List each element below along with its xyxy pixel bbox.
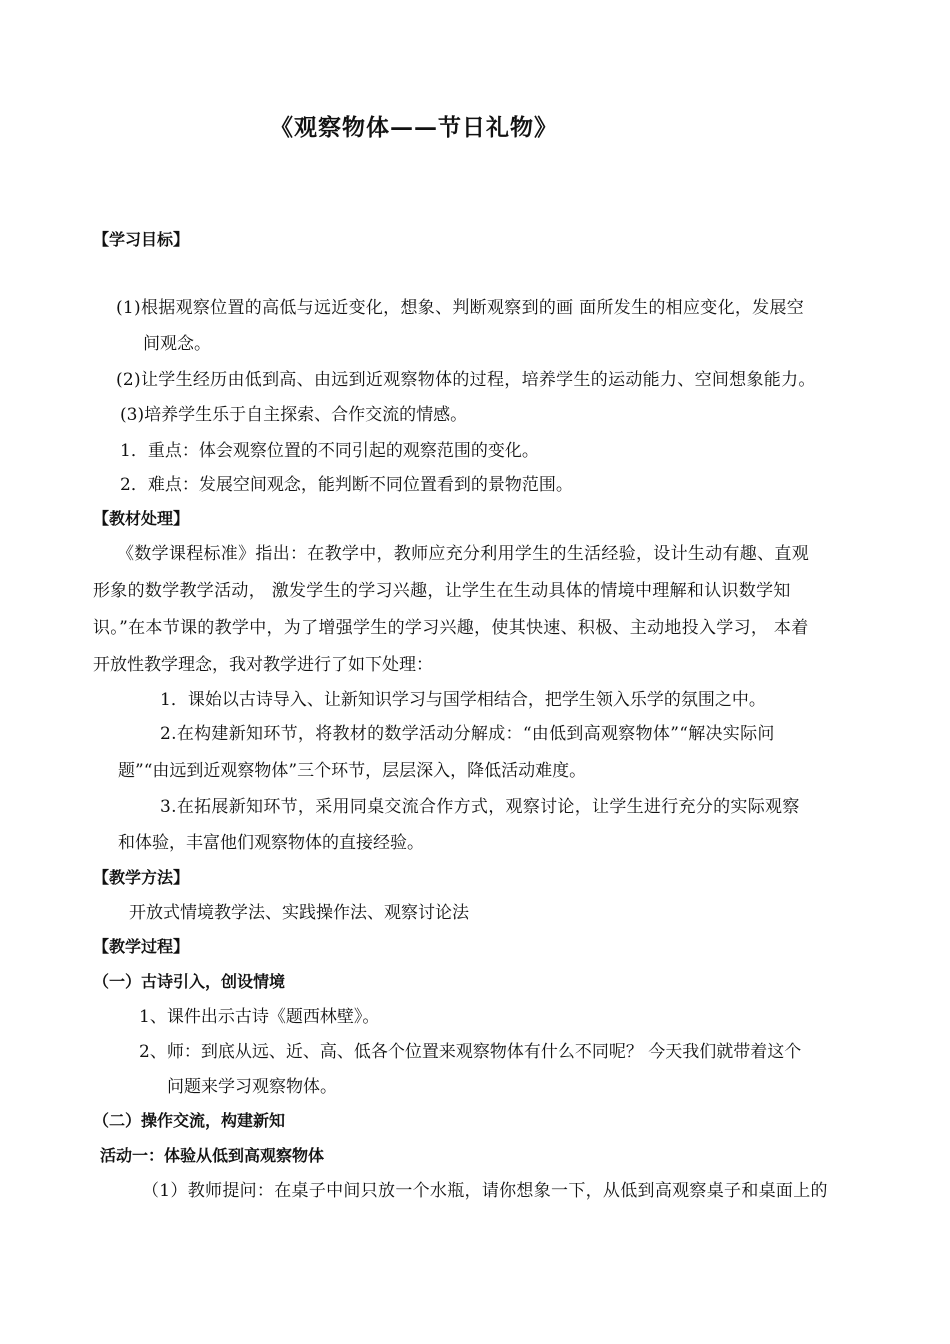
materials-point-2: 2.在构建新知环节，将教材的数学活动分解成：“由低到高观察物体”“解决实际问	[160, 724, 775, 744]
materials-line-3: 识。”在本节课的教学中，为了增强学生的学习兴趣，使其快速、积极、主动地投入学习， 本着	[93, 618, 809, 638]
process-heading: 【教学过程】	[93, 937, 190, 956]
activity1-heading: 活动一：体验从低到高观察物体	[100, 1146, 325, 1165]
page-title: 《观察物体——节日礼物》	[270, 114, 558, 141]
process-part1-heading: （一）古诗引入，创设情境	[93, 972, 286, 991]
materials-line-1: 《数学课程标准》指出：在教学中，教师应充分利用学生的生活经验，设计生动有趣、直观	[117, 544, 809, 564]
activity1-line-1: （1）教师提问：在桌子中间只放一个水瓶，请你想象一下，从低到高观察桌子和桌面上的	[142, 1181, 828, 1201]
goal-item-1-cont: 间观念。	[143, 334, 211, 354]
goals-heading: 【学习目标】	[93, 230, 190, 249]
materials-point-3: 3.在拓展新知环节，采用同桌交流合作方式，观察讨论，让学生进行充分的实际观察	[160, 797, 800, 817]
process-part2-heading: （二）操作交流，构建新知	[93, 1111, 286, 1130]
key-point: 1．重点：体会观察位置的不同引起的观察范围的变化。	[120, 441, 539, 461]
methods-heading: 【教学方法】	[93, 868, 190, 887]
process-part1-line-2: 2、师：到底从远、近、高、低各个位置来观察物体有什么不同呢？ 今天我们就带着这个	[139, 1042, 802, 1062]
process-part1-line-3: 问题来学习观察物体。	[167, 1077, 337, 1097]
goal-item-3: (3)培养学生乐于自主探索、合作交流的情感。	[120, 405, 468, 425]
materials-point-2-cont: 题”“由远到近观察物体”三个环节，层层深入，降低活动难度。	[118, 761, 587, 781]
materials-heading: 【教材处理】	[93, 509, 190, 528]
materials-point-3-cont: 和体验，丰富他们观察物体的直接经验。	[118, 833, 424, 853]
materials-point-1: 1．课始以古诗导入、让新知识学习与国学相结合，把学生领入乐学的氛围之中。	[160, 690, 766, 710]
materials-line-2: 形象的数学教学活动， 激发学生的学习兴趣，让学生在生动具体的情境中理解和认识数学知	[93, 581, 791, 601]
goal-item-1: (1)根据观察位置的高低与远近变化，想象、判断观察到的画 面所发生的相应变化，发展空	[116, 298, 805, 318]
goal-item-2: (2)让学生经历由低到高、由远到近观察物体的过程，培养学生的运动能力、空间想象能力。	[116, 370, 816, 390]
materials-line-4: 开放性教学理念，我对教学进行了如下处理：	[93, 655, 433, 675]
process-part1-line-1: 1、课件出示古诗《题西林壁》。	[139, 1007, 380, 1027]
methods-text: 开放式情境教学法、实践操作法、观察讨论法	[129, 903, 469, 923]
difficulty-point: 2．难点：发展空间观念，能判断不同位置看到的景物范围。	[120, 475, 573, 495]
